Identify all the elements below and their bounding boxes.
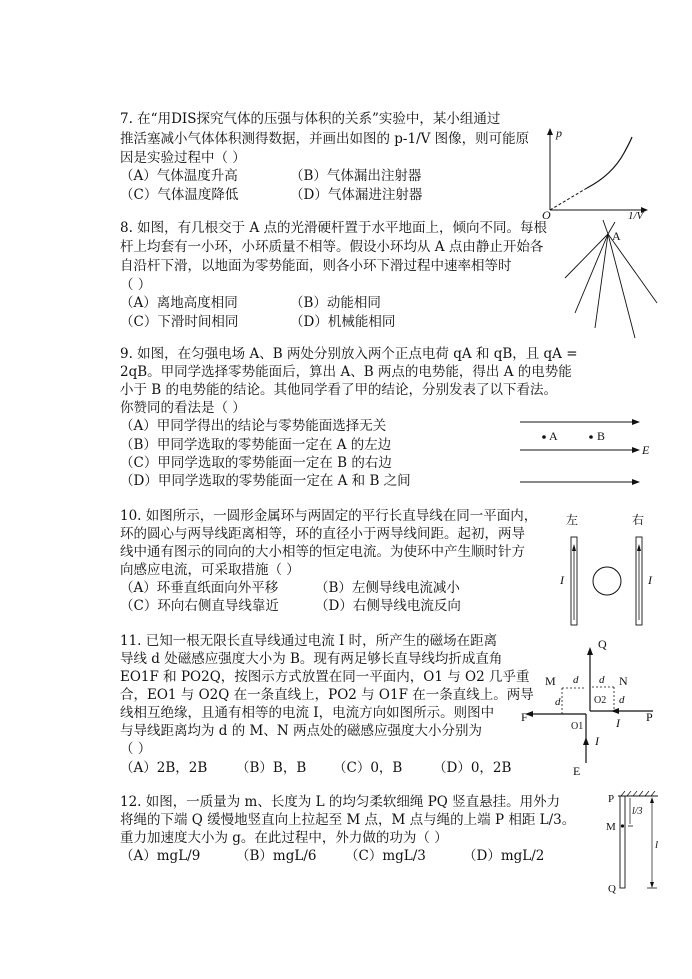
field-lines xyxy=(520,422,637,482)
q8-line-4: （ ） xyxy=(120,277,152,293)
label-d-n-side: d xyxy=(619,694,625,706)
q7-line-1: 7. 在“用DIS探究气体的压强与体积的关系”实验中，某小组通过 xyxy=(120,111,501,127)
metal-ring xyxy=(593,567,621,595)
q7-p-invV-graph xyxy=(540,125,660,220)
label-d-n-top: d xyxy=(599,674,605,686)
q11-option-c: （C）0，B xyxy=(333,760,403,776)
q11-option-b: （B）B，B xyxy=(236,760,307,776)
q7-line-2: 推活塞减小气体体积测得数据，并画出如图的 p-1/V 图像，则可能原 xyxy=(120,131,530,147)
point-b-label: B xyxy=(597,429,606,443)
right-label: 右 xyxy=(632,513,645,527)
q9-line-2: 2qB。甲同学选择零势能面后，算出 A、B 两点的电势能，得出 A 的电势能 xyxy=(120,364,572,380)
q-current-arrow xyxy=(587,647,593,655)
q7-line-3: 因是实验过程中（ ） xyxy=(120,150,246,166)
q8-rods-figure xyxy=(555,218,670,343)
point-a-label: A xyxy=(549,429,558,443)
q11-line-5: 线相互绝缘，且通有相等的电流 I，电流方向如图所示。则图中 xyxy=(120,705,495,721)
q11-bent-wires-figure xyxy=(515,635,665,780)
q7-option-a: （A）气体温度升高 xyxy=(120,168,238,184)
right-current-arrow xyxy=(637,544,641,551)
right-current-label: I xyxy=(648,573,652,587)
left-current-arrow xyxy=(572,544,576,551)
p-current-arrow xyxy=(611,708,619,714)
label-m: M xyxy=(606,821,616,833)
x-axis-label: 1/V xyxy=(628,210,644,220)
label-l-third: l/3 xyxy=(632,806,643,817)
q10-line-2: 环的圆心与两导线距离相等，环的直径小于两导线间距。起初，两导 xyxy=(120,526,525,542)
q8-line-2: 杆上均套有一小环，小环质量不相等。假设小环均从 A 点由静止开始各 xyxy=(120,239,544,255)
q11-line-4: 合，EO1 与 O2Q 在一条直线上，PO2 与 O1F 在一条直线上。两导 xyxy=(120,687,534,703)
q9-electric-field-figure xyxy=(515,412,655,492)
field-arrowheads xyxy=(632,419,640,485)
charge-b-dot xyxy=(589,435,593,439)
q12-line-1: 12. 如图，一质量为 m、长度为 L 的均匀柔软细绳 PQ 竖直悬挂。用外力 xyxy=(120,794,561,810)
q8-line-3: 自沿杆下滑，以地面为零势能面，则各小环下滑过程中速率相等时 xyxy=(120,258,512,274)
q10-option-b: （B）左侧导线电流减小 xyxy=(315,580,460,596)
label-m: M xyxy=(545,674,556,688)
label-o1: O1 xyxy=(571,721,584,732)
q11-line-1: 11. 已知一根无限长直导线通过电流 I 时，所产生的磁场在距离 xyxy=(120,633,498,649)
q8-option-c: （C）下滑时间相同 xyxy=(120,314,239,330)
q9-option-b: （B）甲同学选取的零势能面一定在 A 的左边 xyxy=(120,437,392,453)
q10-line-4: 向感应电流，可采取措施（ ） xyxy=(120,562,300,578)
q7-option-d: （D）气体漏进注射器 xyxy=(290,187,423,203)
q11-line-3: EO1F 和 PO2Q，按图示方式放置在同一平面内，O1 与 O2 几乎重 xyxy=(120,669,530,685)
q12-option-d: （D）mgL/2 xyxy=(463,848,545,864)
q9-line-3: 小于 B 的电势能的结论。其他同学看了甲的结论，分别发表了以下看法。 xyxy=(120,382,558,398)
q10-option-c: （C）环向右侧直导线靠近 xyxy=(120,598,279,614)
field-e-label: E xyxy=(642,443,650,457)
q12-line-3: 重力加速度大小为 g。在此过程中，外力做的功为（ ） xyxy=(120,830,448,846)
label-i-right: I xyxy=(616,716,620,730)
q11-option-a: （A）2B，2B xyxy=(120,760,208,776)
q10-wires-ring-figure xyxy=(560,510,670,630)
q11-line-7: （ ） xyxy=(120,741,152,757)
q7-option-c: （C）气体温度降低 xyxy=(120,187,239,203)
q9-option-d: （D）甲同学选取的零势能面一定在 A 和 B 之间 xyxy=(120,473,411,489)
q9-line-1: 9. 如图，在匀强电场 A、B 两处分别放入两个正点电荷 qA 和 qB，且 qA = xyxy=(120,346,578,362)
label-i-bottom: I xyxy=(595,734,599,748)
rope xyxy=(620,796,625,888)
q10-option-a: （A）环垂直纸面向外平移 xyxy=(120,580,279,596)
point-a-label: A xyxy=(612,229,621,243)
dashed-extension xyxy=(550,188,587,210)
label-n: N xyxy=(619,674,628,688)
left-label: 左 xyxy=(566,513,579,527)
label-o2: O2 xyxy=(594,695,607,706)
left-current-label: I xyxy=(560,573,564,587)
q8-option-a: （A）离地高度相同 xyxy=(120,295,238,311)
q8-option-b: （B）动能相同 xyxy=(290,295,381,311)
q7-option-b: （B）气体漏出注射器 xyxy=(290,168,422,184)
e-current-arrow xyxy=(583,737,589,745)
q12-option-c: （C）mgL/3 xyxy=(345,848,426,864)
label-q: Q xyxy=(608,883,616,895)
q10-line-3: 线中通有图示的同向的大小相等的恒定电流。为使环中产生顺时针方 xyxy=(120,544,525,560)
q11-option-d: （D）0，2B xyxy=(433,760,512,776)
label-e: E xyxy=(573,764,581,778)
label-d-m-top: d xyxy=(573,674,579,686)
q9-line-4: 你赞同的看法是（ ） xyxy=(120,400,246,416)
q8-option-d: （D）机械能相同 xyxy=(290,314,396,330)
q9-option-c: （C）甲同学选取的零势能面一定在 B 的右边 xyxy=(120,455,392,471)
label-l: l xyxy=(655,839,659,851)
q11-line-6: 与导线距离均为 d 的 M、N 两点处的磁感应强度大小分别为 xyxy=(120,723,482,739)
q12-line-2: 将绳的下端 Q 缓慢地竖直向上拉起至 M 点，M 点与绳的上端 P 相距 L/3。 xyxy=(120,812,576,828)
curve xyxy=(587,137,632,188)
q12-option-a: （A）mgL/9 xyxy=(120,848,201,864)
charge-a-dot xyxy=(542,435,546,439)
label-q: Q xyxy=(598,637,607,651)
point-m xyxy=(621,824,624,827)
ceiling-hatch xyxy=(621,791,655,796)
q10-line-1: 10. 如图所示，一圆形金属环与两固定的平行长直导线在同一平面内， xyxy=(120,508,538,524)
q9-option-a: （A）甲同学得出的结论与零势能面选择无关 xyxy=(120,418,387,434)
q12-hanging-rope-figure xyxy=(600,790,668,895)
label-f: F xyxy=(521,710,528,724)
label-p: P xyxy=(646,710,653,724)
rods xyxy=(565,220,657,338)
q10-option-d: （D）右侧导线电流反向 xyxy=(315,598,461,614)
q12-option-b: （B）mgL/6 xyxy=(236,848,317,864)
q8-line-1: 8. 如图，有几根交于 A 点的光滑硬杆置于水平地面上，倾向不同。每根 xyxy=(120,220,548,236)
origin-label: O xyxy=(542,208,551,220)
q11-line-2: 导线 d 处磁感应强度大小为 B。现有两足够长直导线均折成直角 xyxy=(120,651,503,667)
label-p: P xyxy=(608,793,615,805)
label-d-m-side: d xyxy=(555,696,561,708)
y-axis-label: p xyxy=(556,126,562,140)
